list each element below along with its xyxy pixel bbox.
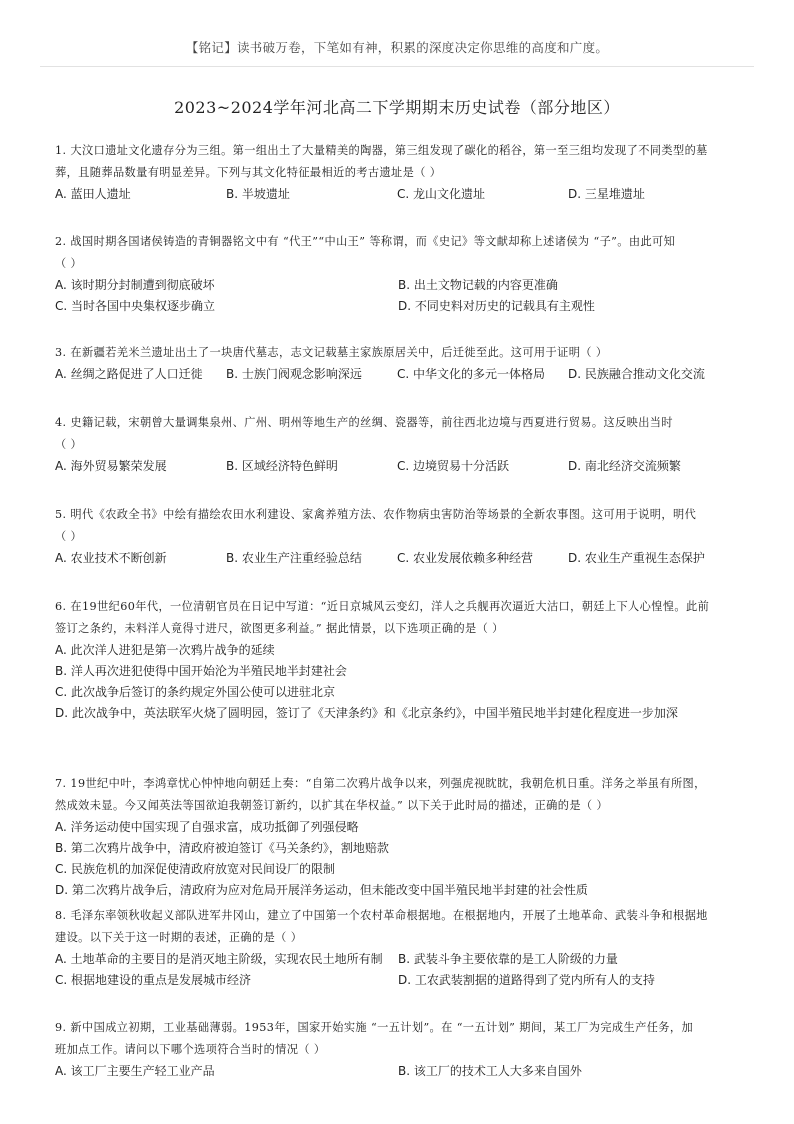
option-b[interactable]: B. 该工厂的技术工人大多来自国外 [398,1064,582,1078]
question-stem: 4. 史籍记载，宋朝曾大量调集泉州、广州、明州等地生产的丝绸、瓷器等，前往西北边境与西夏进行贸易。这反映出当时 （ ） [55,416,673,451]
question-9 [55,1017,745,1082]
document-title: 2023~2024学年河北高二下学期期末历史试卷（部分地区） [174,98,620,117]
option-c[interactable]: C. 边境贸易十分活跃 [397,459,510,473]
question-2 [55,231,745,317]
option-c[interactable]: C. 龙山文化遗址 [397,187,486,201]
question-stem: 9. 新中国成立初期，工业基础薄弱。1953年，国家开始实施 “一五计划”。在 “一五计划” 期间，某工厂为完成生产任务，加 班加点工作。请问以下哪个选项符合当时的情况（ ） [55,1021,694,1056]
option-d[interactable]: D. 第二次鸦片战争后，清政府为应对危局开展洋务运动，但未能改变中国半殖民地半封建的社会性质 [55,883,588,897]
option-b[interactable]: B. 第二次鸦片战争中，清政府被迫签订《马关条约》，割地赔款 [55,841,389,855]
question-5 [55,504,745,569]
option-a[interactable]: A. 此次洋人进犯是第一次鸦片战争的延续 [55,643,275,657]
question-4 [55,412,745,477]
option-c[interactable]: C. 民族危机的加深促使清政府放宽对民间设厂的限制 [55,862,336,876]
option-list [55,275,745,317]
header-divider [40,66,754,67]
option-d[interactable]: D. 不同史料对历史的记载具有主观性 [398,299,595,313]
question-stem: 2. 战国时期各国诸侯铸造的青铜器铭文中有 “代王”“中山王” 等称谓，而《史记》等文献却称上述诸侯为 “子”。由此可知 （ ） [55,235,676,270]
option-c[interactable]: C. 中华文化的多元一体格局 [397,367,546,381]
option-c[interactable]: C. 农业发展依赖多种经营 [397,551,534,565]
option-a[interactable]: A. 丝绸之路促进了人口迁徙 [55,367,203,381]
option-c[interactable]: C. 此次战争后签订的条约规定外国公使可以进驻北京 [55,685,336,699]
option-list [55,640,745,724]
question-8 [55,905,745,991]
option-d[interactable]: D. 农业生产重视生态保护 [568,551,705,565]
option-list [55,949,745,991]
option-list [55,456,745,477]
option-a[interactable]: A. 蓝田人遗址 [55,187,131,201]
question-7 [55,773,745,901]
question-stem: 6. 在19世纪60年代，一位清朝官员在日记中写道：“近日京城风云变幻，洋人之兵舰再次逼近大沽口，朝廷上下人心惶惶。此前 签订之条约，未料洋人竟得寸进尺，欲图更多利益。” 据此情景，以下选项正确的是（ ） [55,600,710,635]
option-list [55,817,745,901]
option-d[interactable]: D. 此次战争中，英法联军火烧了圆明园，签订了《天津条约》和《北京条约》，中国半殖民地半封建化程度进一步加深 [55,706,678,720]
question-stem: 7. 19世纪中叶，李鸿章忧心忡忡地向朝廷上奏：“自第二次鸦片战争以来，列强虎视眈眈，我朝危机日重。洋务之举虽有所图， 然成效未显。今又闻英法等国欲迫我朝签订新约，以扩其在华权益。” 以下关于此时局的描述，正确的是（ ） [55,777,706,812]
option-a[interactable]: A. 该工厂主要生产轻工业产品 [55,1064,215,1078]
option-list [55,184,745,205]
option-b[interactable]: B. 武装斗争主要依靠的是工人阶级的力量 [398,952,618,966]
option-d[interactable]: D. 民族融合推动文化交流 [568,367,705,381]
option-a[interactable]: A. 洋务运动使中国实现了自强求富，成功抵御了列强侵略 [55,820,359,834]
option-d[interactable]: D. 三星堆遗址 [568,187,645,201]
question-3 [55,342,745,385]
question-1 [55,140,745,205]
question-6 [55,596,745,724]
option-b[interactable]: B. 士族门阀观念影响深远 [226,367,362,381]
option-d[interactable]: D. 南北经济交流频繁 [568,459,681,473]
option-d[interactable]: D. 工农武装割据的道路得到了党内所有人的支持 [398,973,655,987]
question-stem: 5. 明代《农政全书》中绘有描绘农田水利建设、家禽养殖方法、农作物病虫害防治等场景的全新农事图。这可用于说明，明代 （ ） [55,508,697,543]
option-a[interactable]: A. 农业技术不断创新 [55,551,167,565]
option-c[interactable]: C. 当时各国中央集权逐步确立 [55,299,216,313]
option-a[interactable]: A. 土地革命的主要目的是消灭地主阶级，实现农民土地所有制 [55,952,383,966]
question-stem: 8. 毛泽东率领秋收起义部队进军井冈山，建立了中国第一个农村革命根据地。在根据地内，开展了土地革命、武装斗争和根据地 建设。以下关于这一时期的表述，正确的是（ ） [55,909,708,944]
option-c[interactable]: C. 根据地建设的重点是发展城市经济 [55,973,252,987]
question-stem: 1. 大汶口遗址文化遗存分为三组。第一组出土了大量精美的陶器，第三组发现了碳化的稻谷，第一至三组均发现了不同类型的墓 葬，且随葬品数量有明显差异。下列与其文化特征最相近的考古遗址是（ ） [55,144,708,179]
option-b[interactable]: B. 区域经济特色鲜明 [226,459,338,473]
option-list [55,364,745,385]
option-b[interactable]: B. 农业生产注重经验总结 [226,551,362,565]
option-b[interactable]: B. 出土文物记载的内容更准确 [398,278,558,292]
option-list [55,1061,745,1082]
option-a[interactable]: A. 海外贸易繁荣发展 [55,459,167,473]
option-list [55,548,745,569]
option-b[interactable]: B. 半坡遗址 [226,187,290,201]
option-b[interactable]: B. 洋人再次进犯使得中国开始沦为半殖民地半封建社会 [55,664,347,678]
option-a[interactable]: A. 该时期分封制遭到彻底破坏 [55,278,215,292]
question-stem: 3. 在新疆若羌米兰遗址出土了一块唐代墓志，志文记载墓主家族原居关中，后迁徙至此。这可用于证明（ ） [55,346,608,359]
motto-banner: 【铭记】读书破万卷，下笔如有神，积累的深度决定你思维的高度和广度。 [185,40,609,55]
